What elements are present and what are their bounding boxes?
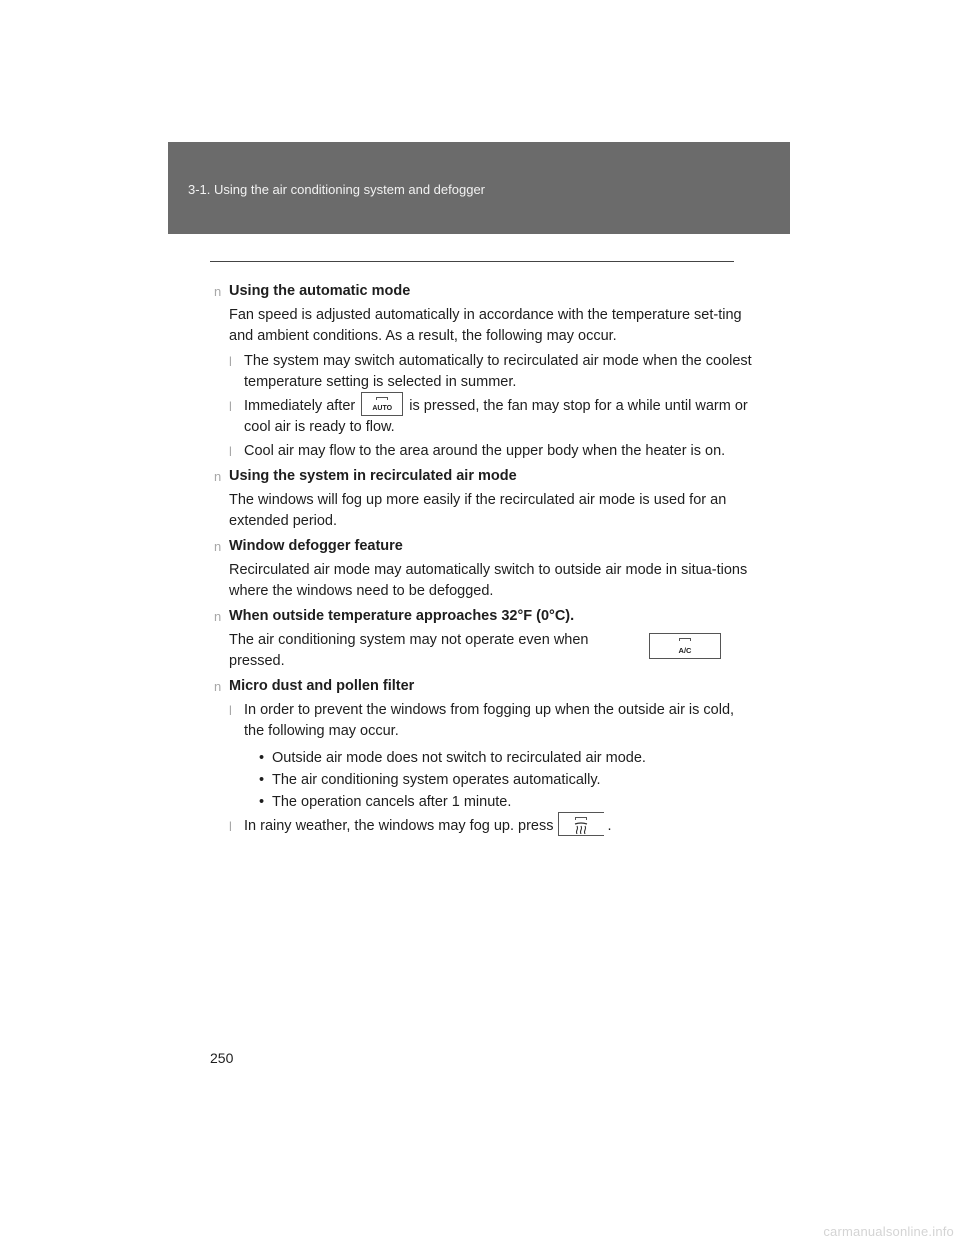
section-window-defogger: [214, 536, 754, 602]
section-body-row: [229, 630, 754, 672]
section-body: Recirculated air mode may automatically switch to outside air mode in situa‑tions where the windows need to be defogged.: [229, 562, 748, 599]
ac-button-icon: [649, 633, 721, 659]
indicator-led: [575, 817, 587, 820]
sub-bullet-item: [259, 792, 754, 813]
section-recirculated-mode: [214, 466, 754, 532]
sub-bullet-item: [259, 770, 754, 791]
section-marker: n: [214, 609, 222, 624]
bullet-item: [229, 351, 754, 393]
bullet-text-before: Immediately after: [244, 398, 356, 414]
page-number: 250: [210, 1050, 234, 1066]
watermark: carmanualsonline.info: [823, 1224, 954, 1239]
section-body: The windows will fog up more easily if the recirculated air mode is used for an extended period.: [229, 492, 727, 529]
sub-bullet-text: The operation cancels after 1 minute.: [272, 794, 512, 810]
sub-bullet-text: The air conditioning system operates automatically.: [272, 772, 601, 788]
sub-bullet-dot: •: [259, 750, 265, 766]
section-heading: Window defogger feature: [229, 538, 403, 554]
sub-bullet-dot: •: [259, 772, 265, 788]
bullet-text: Cool air may flow to the area around the upper body when the heater is on.: [244, 443, 726, 459]
bullet-marker: l: [229, 399, 232, 414]
chapter-title: 3‑1. Using the air conditioning system and defogger: [188, 182, 486, 197]
indicator-led: [679, 638, 691, 641]
bullet-item: [229, 700, 754, 813]
page-content: [214, 281, 754, 841]
chapter-header: [168, 142, 790, 234]
section-heading: When outside temperature approaches 32°F (0°C).: [229, 608, 575, 624]
sub-bullet-dot: •: [259, 794, 265, 810]
windshield-defogger-icon: [558, 812, 604, 836]
section-marker: n: [214, 539, 222, 554]
sub-bullet-text: Outside air mode does not switch to recirculated air mode.: [272, 750, 646, 766]
section-dust-pollen-filter: [214, 676, 754, 837]
sub-bullet-item: [259, 748, 754, 769]
auto-button-icon: [361, 392, 403, 416]
section-automatic-mode: [214, 281, 754, 462]
bullet-text-after: .: [607, 818, 612, 834]
section-heading: Using the system in recirculated air mode: [229, 468, 517, 484]
bullet-text: The system may switch automatically to recirculated air mode when the coolest temperature setting is selected in summer.: [244, 353, 752, 390]
bullet-text-before: In rainy weather, the windows may fog up. press: [244, 818, 554, 834]
section-marker: n: [214, 469, 222, 484]
auto-button-label: AUTO: [372, 405, 393, 413]
section-marker: n: [214, 284, 222, 299]
section-marker: n: [214, 679, 222, 694]
bullet-marker: l: [229, 703, 232, 718]
section-heading: Micro dust and pollen filter: [229, 678, 415, 694]
section-body: The air conditioning system may not operate even when pressed.: [229, 632, 589, 669]
bullet-marker: l: [229, 444, 232, 459]
ac-button-label: A/C: [678, 646, 692, 655]
section-outside-temperature: [214, 606, 754, 672]
section-body: Fan speed is adjusted automatically in accordance with the temperature set‑ting and ambient conditions. As a result, the following may occur.: [229, 307, 742, 344]
bullet-marker: l: [229, 819, 232, 834]
indicator-led: [376, 397, 388, 400]
bullet-item: [229, 396, 754, 438]
section-heading: Using the automatic mode: [229, 283, 411, 299]
header-rule: [210, 261, 734, 262]
bullet-text-after: is pressed, the fan may stop for a while until warm or cool air is ready to flow.: [244, 398, 748, 435]
bullet-text: In order to prevent the windows from fogging up when the outside air is cold, the following may occur.: [244, 702, 735, 739]
bullet-item: [229, 816, 754, 837]
bullet-item: [229, 441, 754, 462]
defogger-symbol-icon: [573, 822, 589, 834]
bullet-marker: l: [229, 354, 232, 369]
